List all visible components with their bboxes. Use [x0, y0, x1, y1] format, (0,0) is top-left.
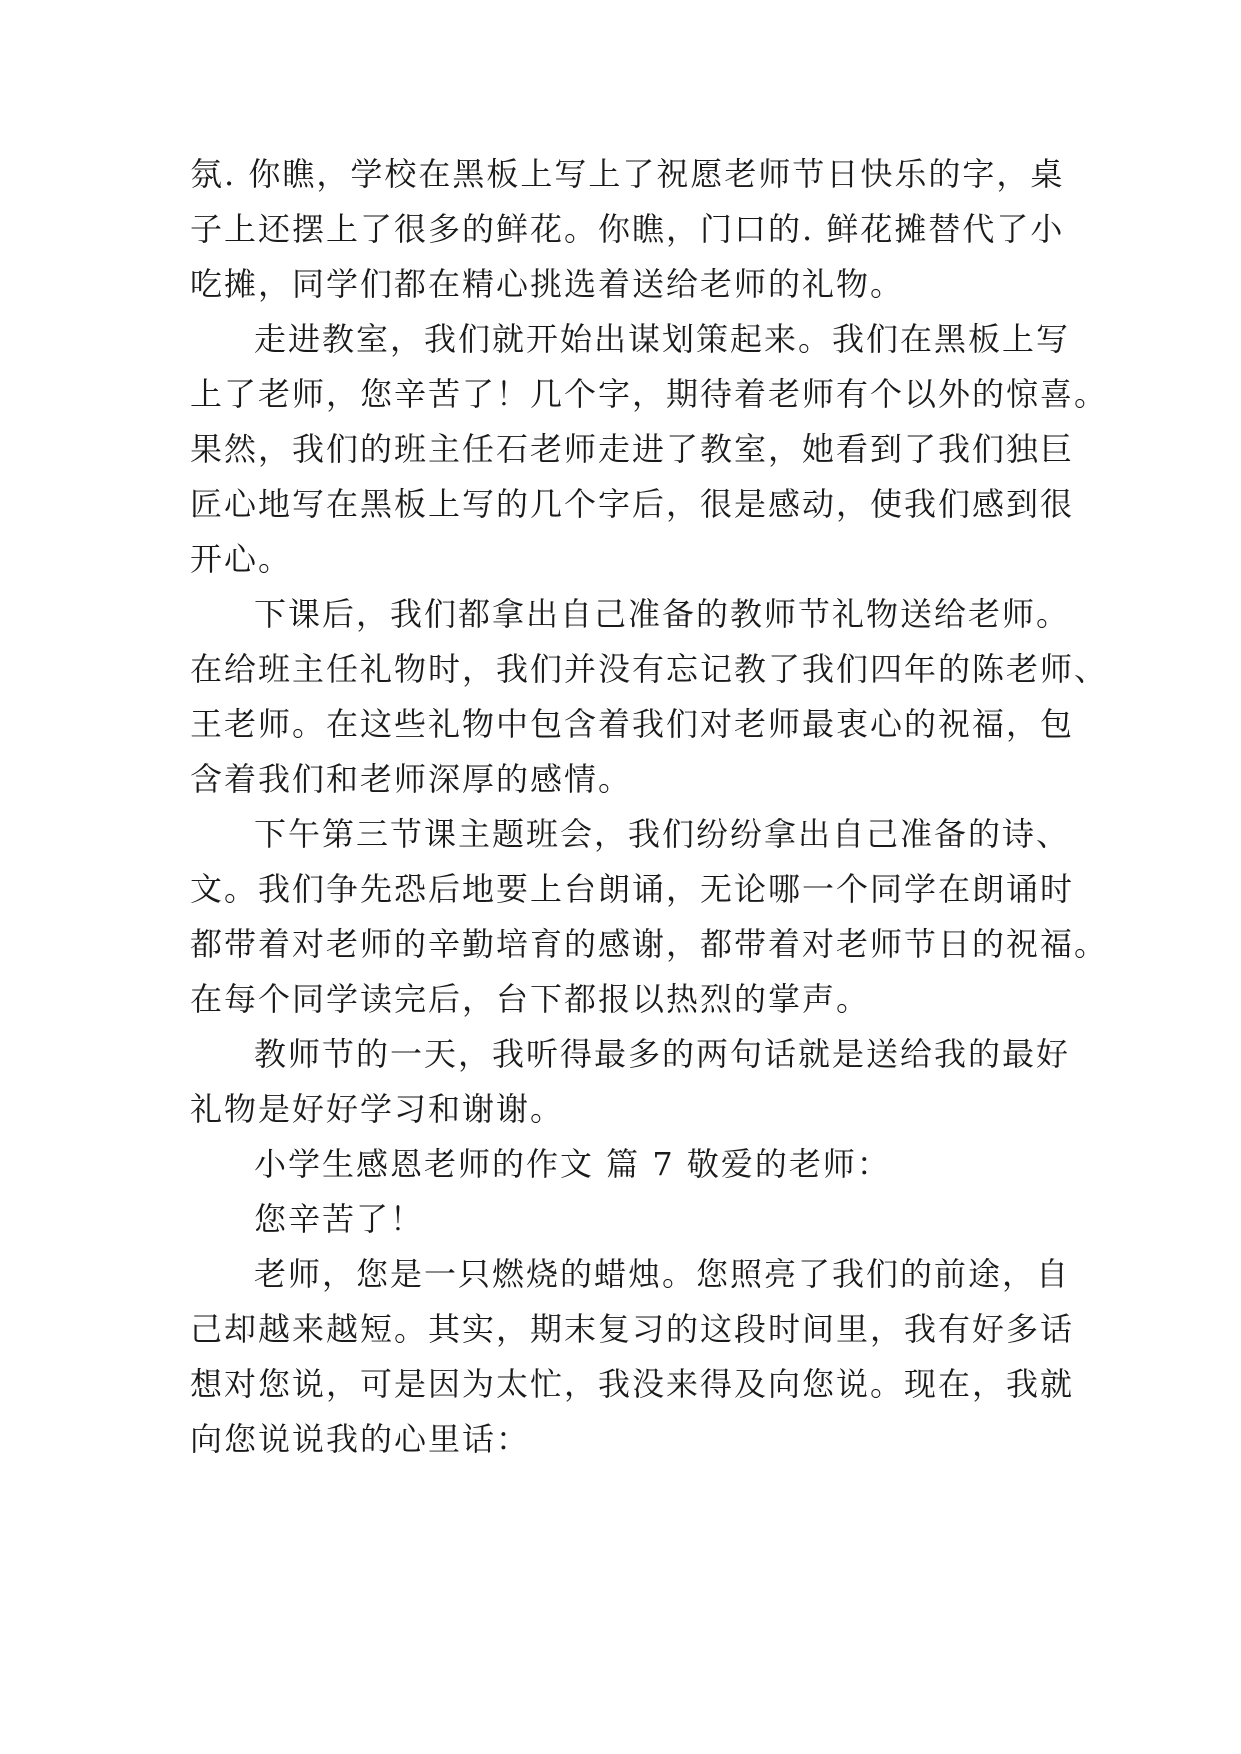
text-line: 向您说说我的心里话： — [190, 1420, 531, 1458]
text-line: 开心。 — [190, 540, 293, 578]
text-line: 教师节的一天，我听得最多的两句话就是送给我的最好 — [254, 1035, 1071, 1073]
text-line: 老师，您是一只燃烧的蜡烛。您照亮了我们的前途，自 — [254, 1255, 1071, 1293]
text-line: 己却越来越短。其实，期末复习的这段时间里，我有好多话 — [190, 1310, 1075, 1348]
text-line: 都带着对老师的辛勤培育的感谢，都带着对老师节日的祝福。 — [190, 925, 1109, 963]
text-line: 在给班主任礼物时，我们并没有忘记教了我们四年的陈老师、 — [190, 650, 1109, 688]
text-line: 含着我们和老师深厚的感情。 — [190, 760, 633, 798]
text-line: 文。我们争先恐后地要上台朗诵，无论哪一个同学在朗诵时 — [190, 870, 1075, 908]
text-line: 礼物是好好学习和谢谢。 — [190, 1090, 565, 1128]
text-line: 走进教室，我们就开始出谋划策起来。我们在黑板上写 — [254, 320, 1071, 358]
text-line: 匠心地写在黑板上写的几个字后，很是感动，使我们感到很 — [190, 485, 1075, 523]
text-line: 吃摊，同学们都在精心挑选着送给老师的礼物。 — [190, 265, 905, 303]
text-line: 您辛苦了！ — [254, 1200, 425, 1238]
text-line: 上了老师，您辛苦了！几个字，期待着老师有个以外的惊喜。 — [190, 375, 1109, 413]
text-line: 想对您说，可是因为太忙，我没来得及向您说。现在，我就 — [190, 1365, 1075, 1403]
text-line: 小学生感恩老师的作文 篇 7 敬爱的老师： — [254, 1145, 891, 1183]
text-line: 氛. 你瞧，学校在黑板上写上了祝愿老师节日快乐的字，桌 — [190, 155, 1065, 193]
text-line: 在每个同学读完后，台下都报以热烈的掌声。 — [190, 980, 871, 1018]
essay-body — [190, 147, 1109, 1467]
text-line: 下课后，我们都拿出自己准备的教师节礼物送给老师。 — [254, 595, 1071, 633]
text-line: 下午第三节课主题班会，我们纷纷拿出自己准备的诗、 — [254, 815, 1071, 853]
text-line: 子上还摆上了很多的鲜花。你瞧，门口的. 鲜花摊替代了小 — [190, 210, 1065, 248]
text-line: 王老师。在这些礼物中包含着我们对老师最衷心的祝福，包 — [190, 705, 1075, 743]
text-line: 果然，我们的班主任石老师走进了教室，她看到了我们独巨 — [190, 430, 1075, 468]
